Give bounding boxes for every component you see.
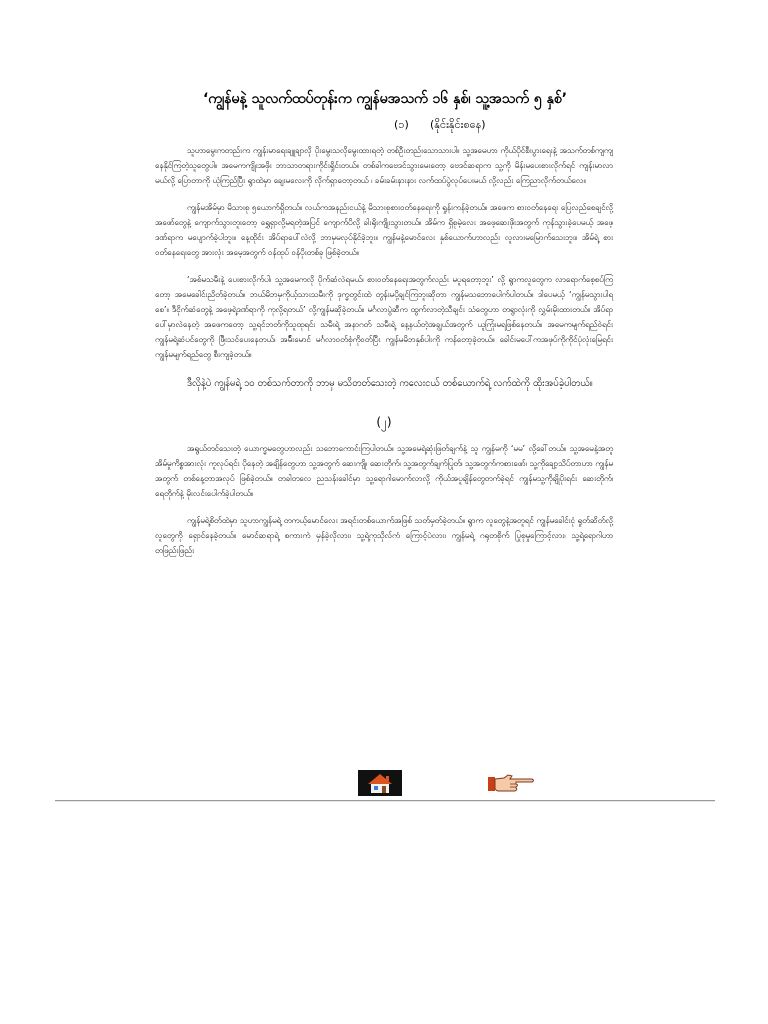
part-number: (၁) <box>394 118 409 131</box>
next-page-button[interactable] <box>486 770 536 796</box>
article-body <box>155 143 613 570</box>
footer-divider <box>55 800 715 802</box>
article-title: ‘ကျွန်မနဲ့ သူလက်ထပ်တုန်းက ကျွန်မအသက် ၁၆ နှစ်၊ သူ့အသက် ၅ နှစ်’ <box>202 91 568 107</box>
paragraph: ကျွန်မရဲ့စိတ်ထဲမှာ သူဟာကျွန်မရဲ့ တကယ့်မောင်လေး အရင်းတစ်ယောက်အဖြစ် သတ်မှတ်ခဲ့တယ်။ ရွာက လူတွေနဲ့အတူရင် ကျွန်မခေါင်းငုံ ရှုတ်ဆိတ်လို့ လူတွေကို ရှောင်နေခဲ့တယ်။ မောင်ဆရာရဲ့ စကားကဲ မှန်ခဲ့လိုလား၊ သူ့ရဲ့ကုသိုလ်ကံ ကြောင့်ပဲလား၊ ကျွန်မရဲ့ ဂရုတစိုက် ပြုစုမှုကြောင့်လား၊ သူ့ရဲ့ရောဂါဟာ တဖြည်းဖြည်း <box>155 516 613 555</box>
home-button[interactable] <box>358 770 402 796</box>
paragraph: ‘အစ်မသမီးနဲ့ ပေးစားလိုက်ပါ၊ သူ့အမေကလို ပိုက်ဆံလဲရမယ်၊ စားဝတ်နေရေးအတွက်လည်း မပူရတော့ဘူး’ လို့ ရွာကလူတွေက လာရောက်စေ့စပ်ကြတော့ အမေခေါင်းညိတ်ခဲ့တယ်။ ဘယ်မိဘမှကိုယ့်သားသမီးကို ဒုက္ခတွင်းထဲ တွန်းမပို့ချင်ကြဘူးဆိုတာ ကျွန်မသဘောပေါက်ပါတယ်။ ဒါပေမယ့် ‘ကျွန်မသွားပါရစေ’။ ဒီငိုက်ဆံတွေနဲ့ အဖေ့ရဲ့ဒဏ်ရာကို ကုလို့ရတယ်’ လို့ကျွန်မဆိုခဲ့တယ်။ မင်္ဂလာပွဲဆီက ထွက်လာတဲ့သီချင်း သံတွေဟာ တရွာလုံးကို လွှမ်းမိုးထားတယ်။ အိပ်ရာပေါ်မှာလဲနေတဲ့ အဖေကတော့ သူ့ရင်ဘတ်ကိုသူထုရင်း သမီးရဲ့ အနာဂတ် သမီးရဲ့ နေ့နယ်တဲ့အချွယ်အတွက် ယူကြုံးမရဖြစ်နေတယ်။ အမေကမျက်ရည်ဝဲရင်း ကျွန်မရဲ့ဆံပင်တွေကို ဖြီးသင်ပေးနေတယ်၊ အမ်ီးမောင် မင်္ဂလာဝတ်စုံကိုဝတ်ပြီး ကျွန်မမိဘနှစ်ပါးကို ကန်တော့ခဲ့တယ်။ ခေါင်းမပေါ်ကအဖုပ်ကိုကိုင်ပုံလုံးမြေရင်း ကျွန်မမျက်ရည်တွေ စီးကျခဲ့တယ်။ <box>155 275 613 359</box>
pointing-hand-icon <box>486 770 536 796</box>
page-navigation <box>0 770 768 800</box>
section-number: (၂) <box>376 415 392 429</box>
paragraph: အရွယ်တင်သေးတဲ့ ယောက္ခမတွေဟာလည်း သဘောကောင်းကြပါတယ်။ သူ့အမေရဲ့ဆုံးဖြတ်ချက်နဲ့ သူ ကျွန်မကို ‘မမ’ လို့ခေါ်တယ်။ သူ့အမေနဲ့အတူ အိမ်မှုကိစ္စအားလုံး ကူလုပ်ရင်း ပိုနေတဲ့ အချိန်တွေဟာ သူ့အတွက် ဆေးကျို၊ ဆေးတိုက်၊ သူ့အတွက်ချက်ပြုတ်၊ သူ့အတွက်ကစားဖော်၊ သူ့ကိုချော့သိပ်တာဟာ ကျွန်မအတွက် တစ်နေ့တာအလုပ် ဖြစ်ခဲ့တယ်။ တခါတလေ ညသန်းခေါင်မှာ သူ့ရောဂါမောက်လာလို့ ကိုယ်အပူချိန်တွေတက်ခဲ့ရင် ကျွန်မသူ့ကိုချိုပိုးရင်း ဆေးတိုက်၊ ရေတိုက်နဲ့ မိုးလင်းပေါက်ခဲ့ပါတယ်။ <box>155 444 613 498</box>
home-icon <box>358 770 402 796</box>
paragraph: ကျွန်မအိမ်မှာ မိသားစု ၅ယောက်ရှိတယ်။ လယ်ကအနည်းငယ်နဲ့ မိသားစုစားဝတ်နေရေးကို ရှုန်းကန်ခဲ့တယ်။ အဖေက စားဝတ်နေရေး ပြေလည်စေချင်လို့ အဖော်တွေနဲ့ ကျောက်သွားတူးတော့ ရွှေရှာလို့မရတဲ့အပြင် ကျောက်ပိလို့ ခါးရိုးကျိုးသွားတယ်။ အိမ်က ရှိစုမဲ့လေး အဖေ့ဆေးဖိုးအတွက် ကုန်သွားခဲ့ပေမယ့် အဖေ့ဒဏ်ရာက မပျောက်ခဲ့ပါဘူး။ နေ့ထိုင်း အိပ်ရာပေါ်လဲလို့ ဘာမှမလုပ်နိုင်ခဲ့ဘူး။ ကျွန်မနဲ့မောင်လေး နှစ်ယောက်ဟာလည်း လူလားမမြောက်သေးဘူး။ အိမ်ရဲ့ စားဝတ်နေရေးတွေ အားလုံး အမေ့အတွက် ဝန်ထုပ် ဝန်ပိုးတစ်ခု ဖြစ်ခဲ့တယ်။ <box>155 203 613 257</box>
author-name: (နိုင်းနိုင်းစနေ) <box>430 118 486 131</box>
paragraph: သူဟာမွေးကတည်းက ကျွန်းမာရေးချူချာလို ပိုးမွေးသလိုမွေးထားရတဲ့ တစ်ဦးတည်းသောသားပါ။ သူ့အမေဟာ ကိုယ်ပိုင်စီးပွားရေးနဲ့ အသက်တစ်ကျကျ နေနိုင်ကြတဲ့သူတွေပါ။ အမေကကျိုးအဖိုး ဘာသာတရားကိုင်းရှိုင်းတယ်။ တစ်ခါကဗေဒင်သွားမေးတော့ ဗေဒင်ဆရာက သူ့ကို မိန်းမပေးစားလိုက်ရင် ကျန်းမာလာမယ်လို့ ပြောတာကို ယုံကြည်ပြီး ရွာထဲမှာ ချေးမလေးကို လိုက်ရှာတော့တယ် ၊ ခမ်းခမ်းနားနား လက်ထပ်ပွဲလုပ်ပေးမယ် လို့လည်း ကြေညာလိုက်တယ်လေ။ <box>155 146 613 185</box>
paragraph: ဒီလိုနဲ့ပဲ ကျွန်မရဲ့ ၁၀ တစ်သက်တာကို ဘာမှ မသိတတ်သေးတဲ့ ကလေးငယ် တစ်ယောက်ရဲ့ လက်ထဲကို ထိုးအပ်ခဲ့ပါတယ်။ <box>187 378 593 389</box>
